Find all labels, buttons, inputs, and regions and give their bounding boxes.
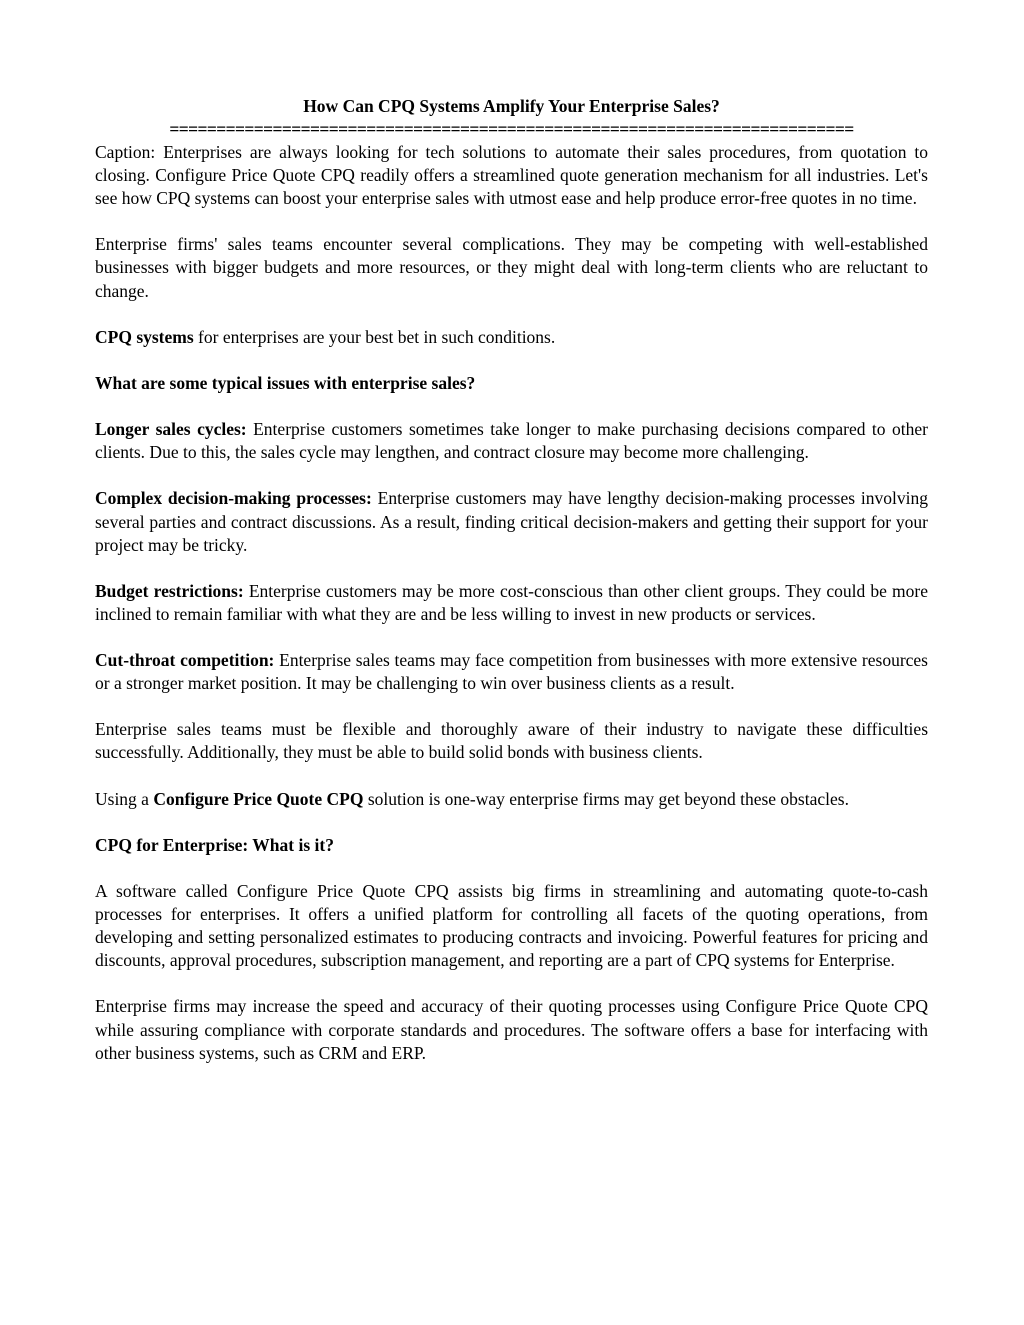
what-paragraph: A software called Configure Price Quote CPQ assists big firms in streamlining and automating quote-to-cash processes for enterprises. It offers a unified platform for controlling all facets of the quoting operations, from developing and setting personalized estimates to producing contracts and invoicing. Powerful features for pricing and discounts, approval procedures, subscription management, and reporting are a part of CPQ systems for Enterprise. (95, 881, 928, 971)
using-paragraph (95, 788, 928, 811)
issue-text: Enterprise customers may be more cost-conscious than other client groups. They could be more inclined to remain familiar with what they are and be less willing to invest in new products or services. (95, 580, 928, 624)
issue-paragraph (95, 418, 928, 464)
using-after: solution is one-way enterprise firms may get beyond these obstacles. (363, 788, 849, 809)
caption-paragraph: Caption: Enterprises are always looking for tech solutions to automate their sales procedures, from quotation to closing. Configure Price Quote CPQ readily offers a streamlined quote generation mechanism for all industries. Let's see how CPQ systems can boost your enterprise sales with utmost ease and help produce error-free quotes in no time. (95, 142, 928, 209)
issue-text: Enterprise customers sometimes take longer to make purchasing decisions compared to other clients. Due to this, the sales cycle may lengthen, and contract closure may become more challenging. (95, 419, 928, 463)
issue-label: Budget restrictions: (95, 580, 244, 601)
cpq-systems-text: for enterprises are your best bet in such conditions. (193, 326, 556, 347)
heading-what-text: CPQ for Enterprise: What is it? (95, 834, 334, 855)
cpq-systems-paragraph (95, 326, 928, 349)
using-before: Using a (95, 788, 154, 809)
issue-paragraph (95, 487, 928, 556)
cpq-systems-bold: CPQ systems (95, 326, 194, 347)
issue-label: Cut-throat competition: (95, 650, 275, 671)
issue-paragraph (95, 649, 928, 695)
heading-issues-text: What are some typical issues with enterprise sales? (95, 372, 476, 393)
flexible-paragraph: Enterprise sales teams must be flexible and thoroughly aware of their industry to navigate these difficulties successfully. Additionally, they must be able to build solid bonds with business clients. (95, 719, 928, 763)
title-underline: ========================================================================= (169, 119, 854, 139)
document-title: How Can CPQ Systems Amplify Your Enterprise Sales? (303, 96, 720, 116)
intro-paragraph: Enterprise firms' sales teams encounter several complications. They may be competing with well-established businesses with bigger budgets and more resources, or they might deal with long-term clients who are reluctant to change. (95, 234, 928, 301)
closing-paragraph: Enterprise firms may increase the speed and accuracy of their quoting processes using Configure Price Quote CPQ while assuring compliance with corporate standards and procedures. The software offers a base for interfacing with other business systems, such as CRM and ERP. (95, 996, 928, 1063)
issue-text: Enterprise sales teams may face competition from businesses with more extensive resources or a stronger market position. It may be challenging to win over business clients as a result. (95, 650, 928, 694)
issue-label: Longer sales cycles: (95, 419, 247, 440)
document-page (95, 95, 928, 1088)
issue-paragraph (95, 580, 928, 626)
using-bold: Configure Price Quote CPQ (153, 788, 364, 809)
issue-text: Enterprise customers may have lengthy decision-making processes involving several parties and contract discussions. As a result, finding critical decision-makers and getting their support for your project may be tricky. (95, 488, 928, 555)
issue-label: Complex decision-making processes: (95, 488, 372, 509)
heading-what (95, 834, 928, 857)
heading-issues (95, 372, 928, 395)
